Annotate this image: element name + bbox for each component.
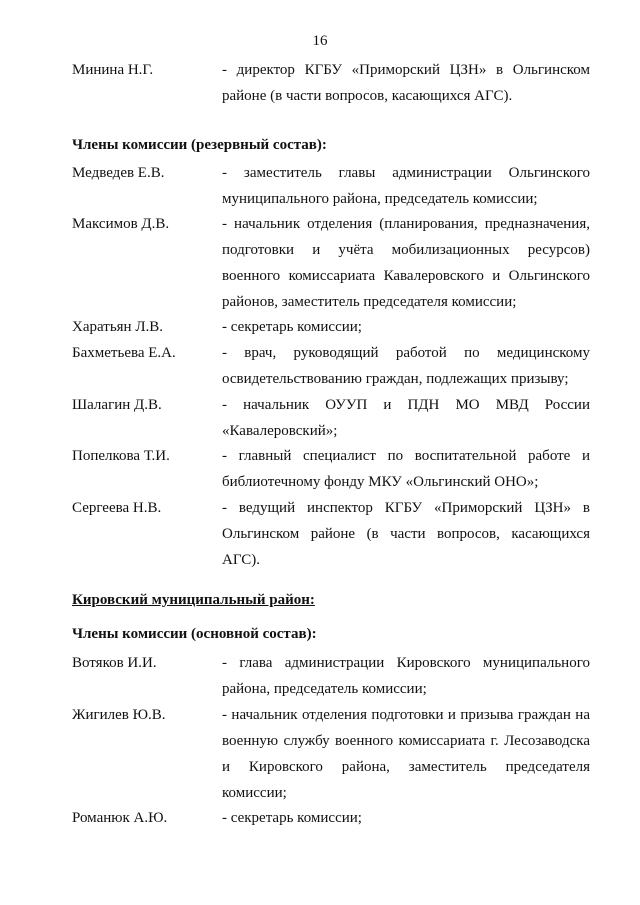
member-name: Медведев Е.В. bbox=[72, 165, 165, 181]
member-role: - глава администрации Кировского муниципального района, председатель комиссии; bbox=[222, 655, 590, 697]
member-name: Харатьян Л.В. bbox=[72, 319, 164, 335]
member-role: - начальник отделения (планирования, предназначения, подготовки и учёта мобилизационных ресурсов) военного комиссариата Кавалеровского и Ольгинского районов, заместитель председателя комиссии; bbox=[222, 216, 590, 310]
page-number: 16 bbox=[312, 33, 328, 49]
member-entry bbox=[72, 443, 590, 495]
member-name: Жигилев Ю.В. bbox=[72, 707, 166, 723]
member-entry bbox=[72, 702, 590, 806]
member-role: - директор КГБУ «Приморский ЦЗН» в Ольгинском районе (в части вопросов, касающихся АГС). bbox=[222, 62, 590, 104]
member-role: - заместитель главы администрации Ольгинского муниципального района, председатель комиссии; bbox=[222, 165, 590, 207]
member-entry bbox=[72, 495, 590, 573]
member-entry bbox=[72, 650, 590, 702]
member-name: Минина Н.Г. bbox=[72, 62, 154, 78]
member-role: - начальник ОУУП и ПДН МО МВД России «Кавалеровский»; bbox=[222, 397, 590, 439]
member-name: Шалагин Д.В. bbox=[72, 397, 162, 413]
member-name: Максимов Д.В. bbox=[72, 216, 170, 232]
main-composition-heading: Члены комиссии (основной состав): bbox=[72, 626, 317, 642]
member-name: Романюк А.Ю. bbox=[72, 810, 168, 826]
member-entry bbox=[72, 314, 590, 340]
member-role: - секретарь комиссии; bbox=[222, 319, 362, 335]
member-name: Попелкова Т.И. bbox=[72, 448, 170, 464]
district-title: Кировский муниципальный район: bbox=[72, 592, 315, 608]
member-role: - начальник отделения подготовки и призыва граждан на военную службу военного комиссариата г. Лесозаводска и Кировского района, заместитель председателя комиссии; bbox=[222, 707, 590, 801]
member-name: Сергеева Н.В. bbox=[72, 500, 162, 516]
member-name: Бахметьева Е.А. bbox=[72, 345, 176, 361]
member-name: Вотяков И.И. bbox=[72, 655, 157, 671]
member-entry bbox=[72, 805, 590, 831]
member-entry bbox=[72, 160, 590, 212]
member-entry bbox=[72, 57, 590, 109]
member-role: - секретарь комиссии; bbox=[222, 810, 362, 826]
reserve-heading: Члены комиссии (резервный состав): bbox=[72, 137, 327, 153]
member-role: - врач, руководящий работой по медицинскому освидетельствованию граждан, подлежащих призыву; bbox=[222, 345, 590, 387]
member-entry bbox=[72, 392, 590, 444]
member-entry bbox=[72, 340, 590, 392]
member-role: - главный специалист по воспитательной работе и библиотечному фонду МКУ «Ольгинский ОНО»; bbox=[222, 448, 590, 490]
member-entry bbox=[72, 211, 590, 315]
member-role: - ведущий инспектор КГБУ «Приморский ЦЗН» в Ольгинском районе (в части вопросов, касающихся АГС). bbox=[222, 500, 590, 568]
